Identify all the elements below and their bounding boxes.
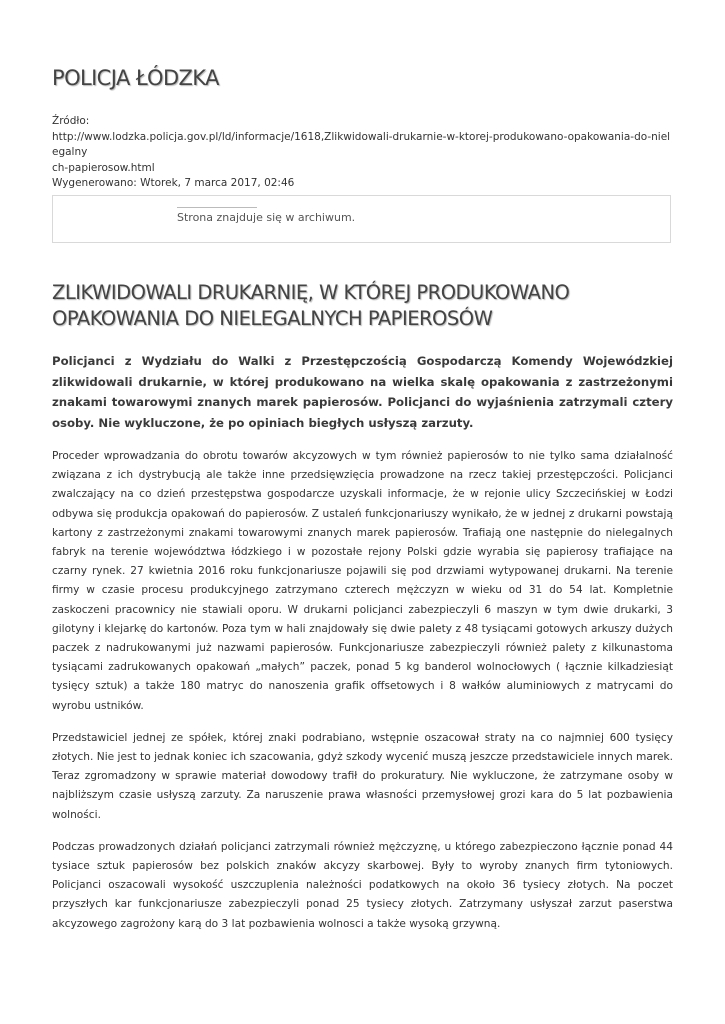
site-title: POLICJA ŁÓDZKA <box>52 66 219 90</box>
source-label: Źródło: <box>52 115 90 127</box>
article-body <box>52 447 673 947</box>
article-lead: Policjanci z Wydziału do Walki z Przestępczością Gospodarczą Komendy Wojewódzkiej zlikwidowali drukarnie, w której produkowano na wielka skalę opakowania z zastrzeżonymi znakami towarowymi znanych marek papierosów. Policjanci do wyjaśnienia zatrzymali cztery osoby. Nie wykluczone, że po opiniach biegłych usłyszą zarzuty. <box>52 354 673 430</box>
archive-notice-text: Strona znajduje się w archiwum. <box>177 211 356 224</box>
article-paragraph-1: Proceder wprowadzania do obrotu towarów akcyzowych w tym również papierosów to nie tylko sama działalność związana z ich dystrybucją ale także inne przedsięwzięcia prowadzone na rzecz takiej przestępczości. Policjanci zwalczający na co dzień przestępstwa gospodarcze uzyskali informacje, że w rejonie ulicy Szczecińskiej w Łodzi odbywa się produkcja opakowań do papierosów. Z ustaleń funkcjonariuszy wynikało, że w jednej z drukarni powstają kartony z zastrzeżonymi znakami towarowymi znanych marek papierosów. Trafiają one następnie do nielegalnych fabryk na terenie województwa łódzkiego i w pozostałe rejony Polski gdzie wyrabia się papierosy trafiające na czarny rynek. 27 kwietnia 2016 roku funkcjonariusze pojawili się pod drzwiami wytypowanej drukarni. Na terenie firmy w czasie procesu produkcyjnego zatrzymano czterech mężczyzn w wieku od 31 do 54 lat. Kompletnie zaskoczeni pracownicy nie stawiali oporu. W drukarni policjanci zabezpieczyli 6 maszyn w tym dwie drukarki, 3 gilotyny i klejarkę do kartonów. Poza tym w hali znajdowały się dwie palety z 48 tysiącami gotowych arkuszy dużych paczek z nadrukowanymi już nazwami papierosów. Funkcjonariusze zabezpieczyli również palety z kilkunastoma tysiącami zadrukowanych opakowań „małych” paczek, ponad 5 kg banderol wolnocłowych ( łącznie kilkadziesiąt tysięcy sztuk) a także 180 matryc do nanoszenia grafik offsetowych i 8 wałków aluminiowych z matrycami do wyrobu ustników. <box>52 450 673 712</box>
source-info <box>52 114 674 192</box>
article-title: ZLIKWIDOWALI DRUKARNIĘ, W KTÓREJ PRODUKOWANO OPAKOWANIA DO NIELEGALNYCH PAPIEROSÓW <box>52 281 570 330</box>
generated-date: Wygenerowano: Wtorek, 7 marca 2017, 02:46 <box>52 177 295 189</box>
source-url[interactable] <box>52 130 674 177</box>
article-paragraph-3: Podczas prowadzonych działań policjanci zatrzymali również mężczyznę, u którego zabezpieczono łącznie ponad 44 tysiace sztuk papierosów bez polskich znaków akcyzy skarbowej. Były to wyroby znanych firm tytoniowych. Policjanci oszacowali wysokość uszczuplenia należności podatkowych na około 36 tysiecy złotych. Na poczet przyszłych kar funkcjonariusze zabezpieczyli ponad 25 tysiecy złotych. Zatrzymany usłyszał zarzut paserstwa akcyzowego zagrożony karą do 3 lat pozbawienia wolnosci a także wysoką grzywną. <box>52 840 673 930</box>
article-paragraph-2: Przedstawiciel jednej ze spółek, której znaki podrabiano, wstępnie oszacował straty na co najmniej 600 tysięcy złotych. Nie jest to jednak koniec ich szacowania, gdyż szkody wycenić muszą jeszcze przedstawiciele innych marek. Teraz zgromadzony w sprawie materiał dowodowy trafił do prokuratury. Nie wykluczone, że zatrzymane osoby w najbliższym czasie usłyszą zarzuty. Za naruszenie prawa własności przemysłowej grozi kara do 5 lat pozbawienia wolności. <box>52 731 673 821</box>
source-url-line-1[interactable]: http://www.lodzka.policja.gov.pl/ld/informacje/1618,Zlikwidowali-drukarnie-w-ktorej-produkowano-opakowania-do-nielegalny <box>52 130 671 158</box>
source-url-line-2[interactable]: ch-papierosow.html <box>52 161 155 174</box>
archive-divider <box>177 207 257 208</box>
archive-notice-box <box>52 195 671 243</box>
